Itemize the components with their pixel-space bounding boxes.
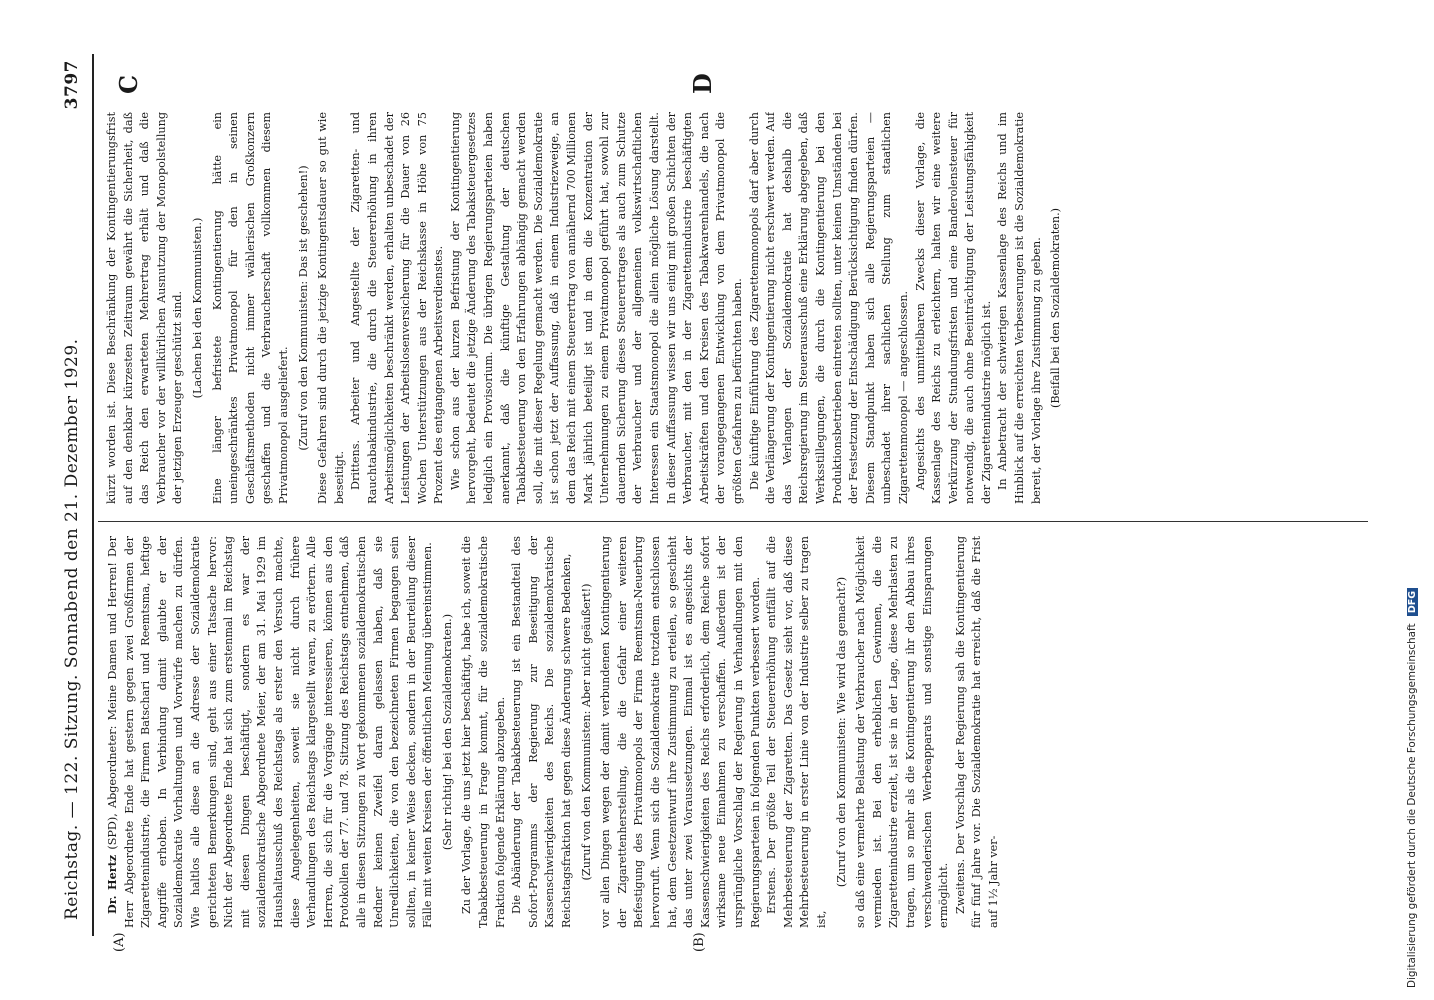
speech-paragraph: Angesichts des unmittelbaren Zwecks dieser Vorlage, die Kassenlage des Reichs zu erleichtern, halten wir eine weitere Verkürzung der Stundungsfristen und eine Banderolensteuer für notwendig, die auch ohne Beeinträchtigung der Leistungsfähigkeit der Zigarettenindustrie möglich ist.	[913, 112, 993, 504]
paragraph-text: (SPD), Abgeordneter: Meine Damen und Herren! Der Herr Abgeordnete Ende hat gestern gegen zwei Großfirmen der Zigarettenindustrie, die Firmen Batschari und Reemtsma, heftige Angriffe erhoben. In Verbindung damit glaubte er der Sozialdemokratie Vorhaltungen und Vorwürfe machen zu dürfen. Wie haltlos alle diese an die Adresse der Sozialdemokratie gerichteten Bemerkungen sind, geht aus einer Tatsache hervor: Nicht der Abgeordnete Ende hat sich zum erstenmal im Reichstag mit diesen Dingen beschäftigt, sondern es war der sozialdemokratische Abgeordnete Meier, der am 31. Mai 1929 im Haushaltausschuß des Reichstags als erster den Versuch machte, diese Angelegenheiten, soweit sie nicht durch frühere Verhandlungen des Reichstags klargestellt waren, zu erörtern. Alle Herren, die sich für die Vorgänge interessieren, können aus den Protokollen der 77. und 78. Sitzung des Reichstags entnehmen, daß alle in diesen Sitzungen zu Wort gekommenen sozialdemokratischen Redner keinen Zweifel daran gelassen haben, daß sie Unredlichkeiten, die von den bezeichneten Firmen begangen sein sollten, in keiner Weise decken, sondern in der Beurteilung dieser Fälle mit weiten Kreisen der öffentlichen Meinung übereinstimmen.	[106, 536, 435, 928]
speech-paragraph: Drittens. Arbeiter und Angestellte der Zigaretten- und Rauchtabakindustrie, die durch die Steuererhöhung in ihren Arbeitsmöglichkeiten beschränkt werden, erhalten unbeschadet der Leistungen der Arbeitslosenversicherung für die Dauer von 26 Wochen Unterstützungen aus der Reichskasse in Höhe von 75 Prozent des entgangenen Arbeitsverdienstes.	[349, 112, 446, 504]
header-rule	[92, 54, 94, 936]
speech-paragraph: kürzt worden ist. Diese Beschränkung der Kontingentierungsfrist auf den denkbar kürzesten Zeitraum gewährt die Sicherheit, daß das Reich den erwarteten Mehrertrag erhält und daß die Verbraucher vor der willkürlichen Ausnutzung der Monopolstellung der jetzigen Erzeuger geschützt sind.	[105, 112, 185, 504]
speech-paragraph: Erstens. Der größte Teil der Steuererhöhung entfällt auf die Mehrbesteuerung der Zigaretten. Das Gesetz sieht vor, daß diese Mehrbesteuerung in erster Linie von der Industrie selber zu tragen ist,	[765, 536, 828, 928]
speech-paragraph: vor allen Dingen wegen der damit verbundenen Kontingentierung der Zigarettenherstellung, die die Gefahr einer weiteren Befestigung des Privatmonopols der Firma Reemtsma-Neuerburg hervorruft. Wenn sich die Sozialdemokratie trotzdem entschlossen hat, dem Gesetzentwurf ihre Zustimmung zu erteilen, so geschieht das unter zwei Voraussetzungen. Einmal ist es angesichts der Kassenschwierigkeiten des Reichs erforderlich, dem Reiche sofort wirksame neue Einnahmen zu verschaffen. Außerdem ist der ursprüngliche Vorschlag der Regierung in Verhandlungen mit den Regierungsparteien in folgenden Punkten verbessert worden.	[599, 536, 762, 928]
speech-paragraph: Die Abänderung der Tabakbesteuerung ist ein Bestandteil des Sofort-Programms der Regierung zur Beseitigung der Kassenschwierigkeiten des Reichs. Die sozialdemokratische Reichstagsfraktion hat gegen diese Änderung schwere Bedenken,	[510, 536, 574, 928]
speech-paragraph: Die künftige Einführung des Zigarettenmonopols darf aber durch die Verlängerung der Kontingentierung nicht erschwert werden. Auf das Verlangen der Sozialdemokratie hat deshalb die Reichsregierung im Steuerausschuß eine Erklärung abgegeben, daß Werksstillegungen, die durch die Kontingentierung bei den Produktionsbetrieben eintreten sollten, unter keinen Umständen bei der Festsetzung der Entschädigung Berücksichtigung finden dürfen. Diesem Standpunkt haben sich alle Regierungsparteien — unbeschadet ihrer sachlichen Stellung zum staatlichen Zigarettenmonopol — angeschlossen.	[747, 112, 910, 504]
interjection: (Sehr richtig! bei den Sozialdemokraten.)	[440, 613, 454, 851]
rotated-sheet	[52, 50, 1382, 950]
interjection: (Zuruf von den Kommunisten: Wie wird das gemacht?)	[834, 576, 848, 888]
credit-text: Digitalisierung gefördert durch die Deutsche Forschungsgemeinschaft	[1406, 623, 1418, 988]
digitization-credit	[1406, 8, 1424, 988]
speaker-name: Dr. Hertz	[105, 854, 119, 914]
dfg-logo: DFG	[1407, 588, 1418, 616]
margin-mark-c: C	[114, 74, 143, 94]
page-header	[58, 60, 90, 932]
interjection: (Lachen bei den Kommunisten.)	[190, 217, 204, 399]
speech-paragraph: In Anbetracht der schwierigen Kassenlage des Reichs und im Hinblick auf die erreichten Verbesserungen ist die Sozialdemokratie bereit, der Vorlage ihre Zustimmung zu geben.	[996, 112, 1043, 504]
margin-mark-b: (B)	[692, 932, 707, 952]
margin-mark-d: D	[688, 73, 717, 94]
margin-mark-a: (A)	[112, 932, 127, 952]
speech-paragraph: so daß eine vermehrte Belastung der Verbraucher nach Möglichkeit vermieden ist. Bei den erheblichen Gewinnen, die die Zigarettenindustrie erzielt, ist sie in der Lage, diese Mehrlasten zu tragen, um so mehr als die Kontingentierung ihr den Abbau ihres verschwenderischen Werbeapparats und sonstige Einsparungen ermöglicht.	[854, 536, 951, 928]
interjection: (Zuruf von den Kommunisten: Das ist geschehen!)	[296, 165, 310, 451]
speech-paragraph: Wie schon aus der kurzen Befristung der Kontingentierung hervorgeht, bedeutet die jetzige Änderung des Tabaksteuergesetzes lediglich ein Provisorium. Die übrigen Regierungsparteien haben anerkannt, daß die künftige Gestaltung der deutschen Tabakbesteuerung von den Erfahrungen abhängig gemacht werden soll, die mit dieser Regelung gemacht werden. Die Sozialdemokratie ist schon jetzt der Auffassung, daß in einem Industriezweige, an dem das Reich mit einem Steuerertrag von annähernd 700 Millionen Mark jährlich beteiligt ist und in dem die Konzentration der Unternehmungen zu einem Privatmonopol geführt hat, sowohl zur dauernden Sicherung dieses Steuerertrages als auch zum Schutze der Verbraucher und der allgemeinen volkswirtschaftlichen Interessen ein Staatsmonopol die allein mögliche Lösung darstellt. In dieser Auffassung wissen wir uns einig mit großen Schichten der Verbraucher, mit den in der Zigarettenindustrie beschäftigten Arbeitskräften und den Kreisen des Tabakwarenhandels, die nach der vorangegangenen Entwicklung von dem Privatmonopol die größten Gefahren zu befürchten haben.	[448, 112, 744, 504]
column-divider	[98, 521, 1368, 522]
interjection: (Beifall bei den Sozialdemokraten.)	[1049, 207, 1063, 409]
speech-paragraph: Eine länger befristete Kontingentierung hätte ein uneingeschränktes Privatmonopol für den in seinen Geschäftsmethoden nicht immer wählerischen Großkonzern geschaffen und die Verbraucherschaft vollkommen diesem Privatmonopol ausgeliefert.	[210, 112, 290, 504]
header-title: Reichstag. — 122. Sitzung. Sonnabend den 21. Dezember 1929.	[62, 338, 82, 920]
page-number: 3797	[62, 60, 82, 110]
speech-paragraph	[104, 536, 437, 928]
left-column	[104, 536, 1372, 928]
speech-paragraph: Diese Gefahren sind durch die jetzige Kontingentsdauer so gut wie beseitigt.	[316, 112, 346, 504]
interjection: (Zuruf von den Kommunisten: Aber nicht geäußert!)	[579, 583, 593, 881]
speech-paragraph: Zu der Vorlage, die uns jetzt hier beschäftigt, habe ich, soweit die Tabakbesteuerung in Frage kommt, für die sozialdemokratische Fraktion folgende Erklärung abzugeben.	[460, 536, 507, 928]
speech-paragraph: Zweitens. Der Vorschlag der Regierung sah die Kontingentierung für fünf Jahre vor. Die Sozialdemokratie hat erreicht, daß die Frist auf 1½ Jahr ver-	[953, 536, 1000, 928]
right-column	[104, 112, 1372, 504]
